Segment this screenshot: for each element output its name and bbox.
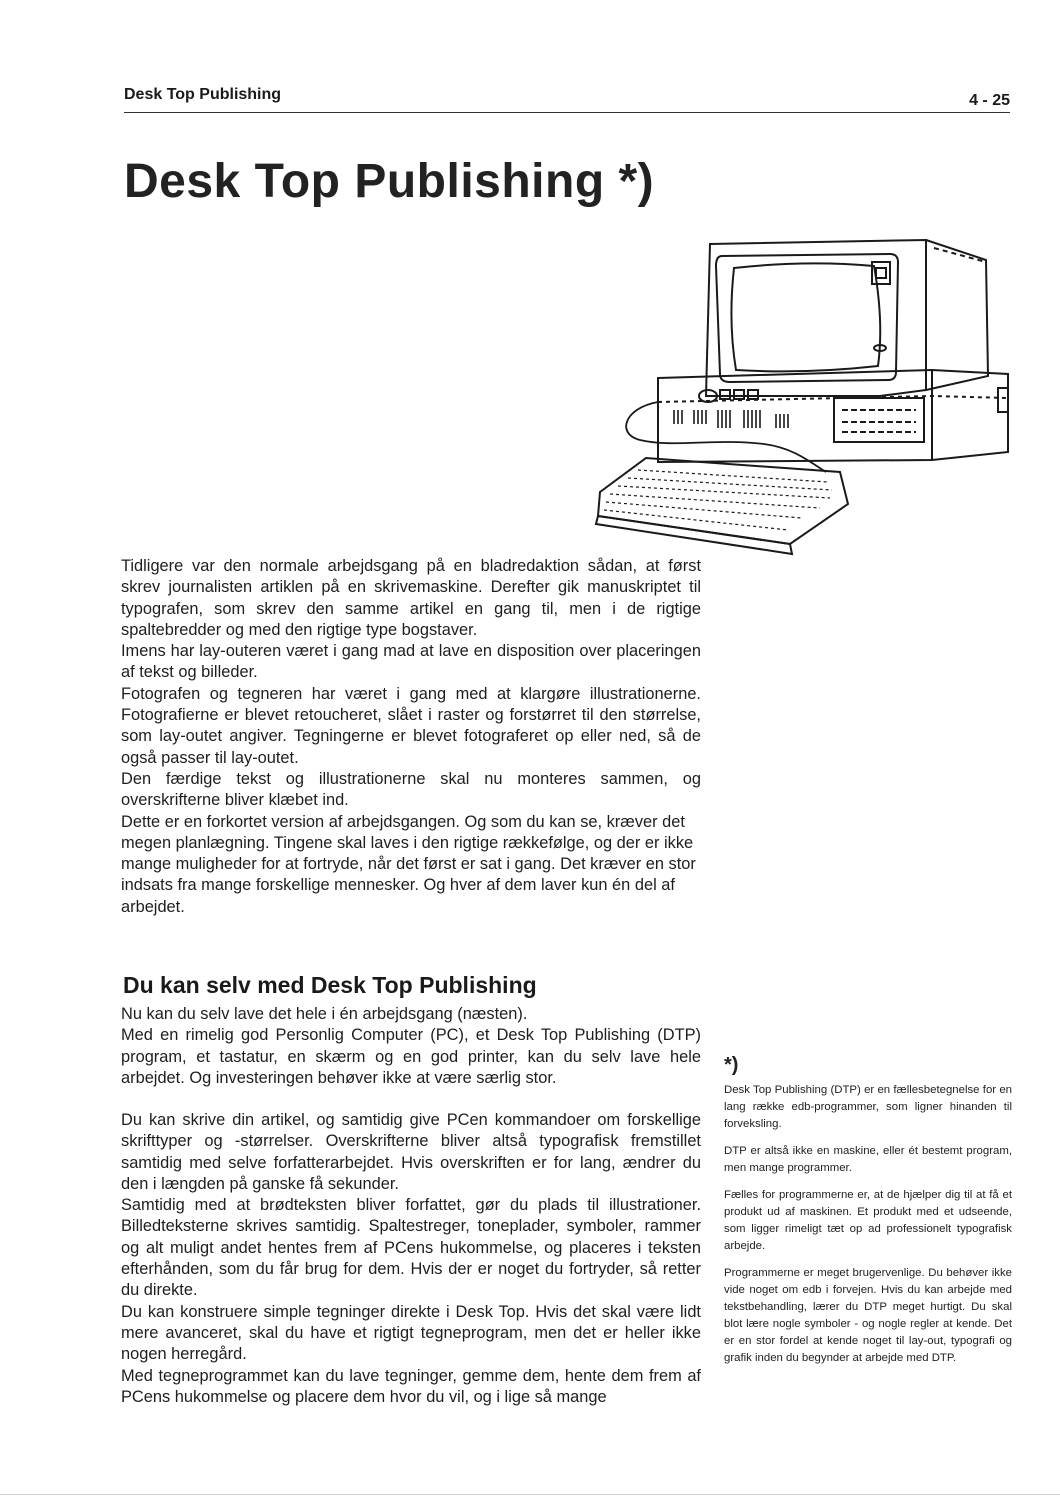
page-bottom-edge [0,1494,1060,1495]
footnote-paragraph-4: Programmerne er meget brugervenlige. Du behøver ikke vide noget om edb i forvejen. Hvis du kan arbejde med tekstbehandling, lærer du DTP meget hurtigt. Du skal blot lære nogle symboler - og nogle regler at kende. Det er en stor fordel at kende noget til lay-out, typografi og grafik inden du begynder at arbejde med DTP. [724,1267,1012,1364]
section-lead [121,1004,701,1089]
personal-computer-icon [594,226,1014,556]
footnote-paragraph-3: Fælles for programmerne er, at de hjælper dig til at få et produkt ud af maskinen. Et produkt med et udseende, som ligger rimeligt tæt op ad professionelt typografisk arbejde. [724,1189,1012,1252]
intro-text [121,556,701,918]
intro-paragraph-3: Fotografen og tegneren har været i gang med at klargøre illustrationerne. Fotografierne er blevet retoucheret, slået i raster og forstørret til den størrelse, som lay-outet angiver. Tegningerne er blevet fotograferet op eller ned, så de også passer til lay-outet. [121,684,701,767]
running-head-title: Desk Top Publishing [124,86,282,103]
footnote-sidebar [724,1052,1012,1377]
footnote-mark: *) [724,1054,739,1076]
section-body-paragraph-3: Du kan konstruere simple tegninger direkte i Desk Top. Hvis det skal være lidt mere avanceret, skal du have et rigtigt tegneprogram, men det er heller ikke nogen herregård. [121,1302,701,1364]
running-head [124,84,1010,113]
section-heading: Du kan selv med Desk Top Publishing [123,972,537,998]
page-number: 4 - 25 [969,92,1010,109]
section-body-paragraph-4: Med tegneprogrammet kan du lave tegninger, gemme dem, hente dem frem af PCens hukommelse og placere dem hvor du vil, og i lige så mange [121,1366,701,1406]
section-body-paragraph-2: Samtidig med at brødteksten bliver forfattet, gør du plads til illustrationer. Billedteksterne skrives samtidig. Spaltestreger, toneplader, symboler, rammer og alt muligt andet hentes frem af PCens hukommelse, og placeres i teksten efterhånden, som du får brug for dem. Hvis der er noget du fortryder, så retter du direkte. [121,1196,701,1300]
intro-paragraph-1: Tidligere var den normale arbejdsgang på en bladredaktion sådan, at først skrev journalisten artiklen på en skrivemaskine. Derefter gik manuskriptet til typografen, som skrev den samme artikel en gang til, men i de rigtige spaltebredder og med den rigtige type bogstaver. [121,557,701,639]
intro-paragraph-2: Imens har lay-outeren været i gang mad at lave en disposition over placeringen af tekst og billeder. [121,642,701,682]
intro-paragraph-5: Dette er en forkortet version af arbejdsgangen. Og som du kan se, kræver det megen planlægning. Tingene skal laves i den rigtige rækkefølge, og der er ikke mange muligheder for at fortryde, når det først er sat i gang. Det kræver en stor indsats fra mange forskellige mennesker. Og hver af dem laver kun én del af arbejdet. [121,812,696,916]
section-lead-paragraph-1: Nu kan du selv lave det hele i én arbejdsgang (næsten). [121,1005,528,1023]
intro-paragraph-4: Den færdige tekst og illustrationerne skal nu monteres sammen, og overskrifterne bliver klæbet ind. [121,769,701,810]
section-body-paragraph-1: Du kan skrive din artikel, og samtidig give PCen kommandoer om forskellige skrifttyper og -størrelser. Overskrifterne bliver altså typografisk fremstillet samtidig med selve forfatterarbejdet. Hvis overskriften er for lang, ændrer du den i længden på ganske få sekunder. [121,1111,701,1193]
section-lead-paragraph-2: Med en rimelig god Personlig Computer (PC), et Desk Top Publishing (DTP) program, et tastatur, en skærm og en god printer, kan du selv lave hele arbejdet. Og investeringen behøver ikke at være særlig stor. [121,1026,701,1087]
page-title: Desk Top Publishing *) [124,155,655,208]
footnote-paragraph-1: Desk Top Publishing (DTP) er en fællesbetegnelse for en lang række edb-programmer, som ligner hinanden til forveksling. [724,1084,1012,1130]
section-body [121,1110,701,1408]
footnote-paragraph-2: DTP er altså ikke en maskine, eller ét bestemt program, men mange programmer. [724,1145,1012,1174]
